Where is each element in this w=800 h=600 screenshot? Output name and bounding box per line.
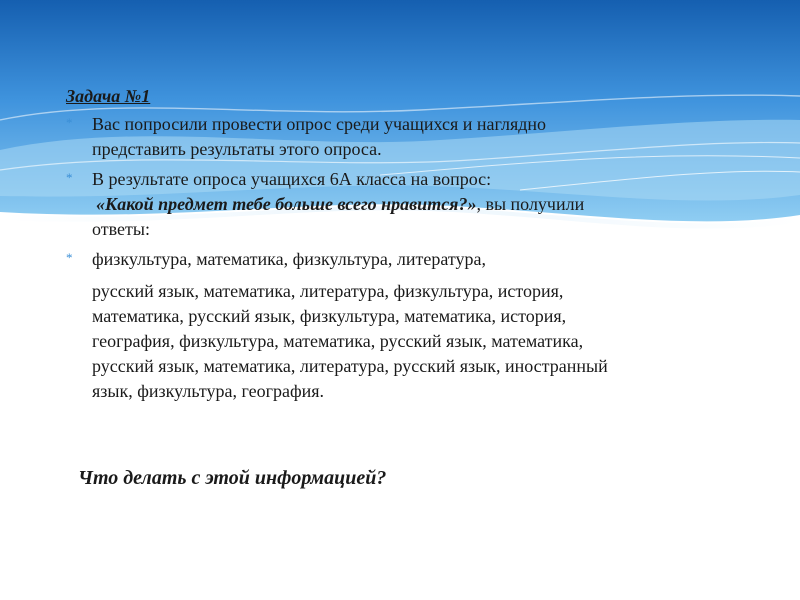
paragraph-request — [66, 112, 746, 162]
answers-line: математика, русский язык, физкультура, математика, история, — [92, 306, 567, 326]
bullet-icon: * — [66, 170, 73, 185]
answers-line: география, физкультура, математика, русский язык, математика, — [92, 331, 584, 351]
survey-question: «Какой предмет тебе больше всего нравится?» — [96, 194, 477, 214]
paragraph-line: Вас попросили провести опрос среди учащихся и наглядно — [92, 114, 547, 134]
answers-line: физкультура, математика, физкультура, литература, — [92, 249, 486, 269]
answers-line: язык, физкультура, география. — [92, 381, 325, 401]
paragraph-answers — [66, 247, 746, 404]
final-question: Что делать с этой информацией? — [78, 467, 387, 489]
bullet-icon: * — [66, 115, 73, 130]
paragraph-line: ответы: — [92, 219, 150, 239]
slide-content — [66, 84, 746, 409]
paragraph-survey — [66, 167, 746, 242]
answers-line: русский язык, математика, литература, русский язык, иностранный — [92, 356, 608, 376]
task-title: Задача №1 — [66, 86, 151, 106]
paragraph-line: представить результаты этого опроса. — [92, 139, 382, 159]
paragraph-line-question — [92, 192, 746, 217]
answers-line: русский язык, математика, литература, физкультура, история, — [92, 281, 564, 301]
paragraph-line: В результате опроса учащихся 6А класса на вопрос: — [92, 169, 492, 189]
bullet-icon: * — [66, 250, 73, 265]
question-suffix: , вы получили — [476, 194, 585, 214]
